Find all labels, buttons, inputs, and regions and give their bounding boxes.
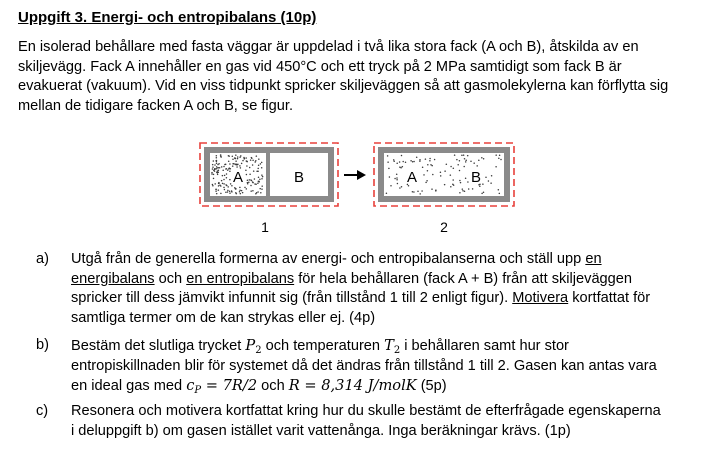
compartment-b-label: B <box>470 169 482 186</box>
text: (5p) <box>416 378 447 395</box>
gas-molecule <box>396 174 398 176</box>
gas-molecule <box>252 164 254 166</box>
gas-molecule <box>242 160 244 162</box>
gas-molecule <box>229 167 231 169</box>
task-line: entropiskillnaden blir för systemet då det ändras från tillstånd 1 till 2. Gasen kan antas vara <box>71 357 657 374</box>
gas-molecule <box>253 170 255 172</box>
gas-molecule <box>452 179 454 181</box>
gas-molecule <box>228 155 230 157</box>
gas-molecule <box>227 190 229 192</box>
text: Bestäm det slutliga trycket <box>71 338 246 354</box>
gas-molecule <box>218 163 220 165</box>
gas-molecule <box>425 158 427 160</box>
gas-molecule <box>239 190 241 192</box>
gas-molecule <box>402 161 404 163</box>
gas-molecule <box>216 168 218 170</box>
text: och <box>154 270 187 287</box>
gas-molecule <box>233 163 235 165</box>
right-arrow-icon <box>344 170 366 180</box>
gas-molecule <box>467 181 469 183</box>
gas-molecule <box>417 191 419 193</box>
gas-molecule <box>500 159 502 161</box>
problem-intro <box>18 38 708 116</box>
gas-molecule <box>464 158 466 160</box>
gas-molecule <box>467 155 469 157</box>
gas-molecule <box>472 188 474 190</box>
gas-molecule <box>235 154 237 156</box>
gas-molecule <box>260 163 262 165</box>
gas-molecule <box>256 155 258 157</box>
gas-molecule <box>246 165 248 167</box>
intro-line: En isolerad behållare med fasta väggar är uppdelad i två lika stora fack (A och B), åtskilda av en <box>18 39 639 55</box>
task-line <box>71 250 721 270</box>
gas-molecule <box>412 161 414 163</box>
gas-molecule <box>235 164 237 166</box>
gas-molecule <box>483 191 485 193</box>
gas-molecule <box>499 193 501 195</box>
gas-molecule <box>223 179 225 181</box>
gas-molecule <box>221 166 223 168</box>
gas-molecule <box>434 159 436 161</box>
gas-molecule <box>481 193 483 195</box>
gas-molecule <box>216 172 218 174</box>
gas-molecule <box>211 172 213 174</box>
gas-molecule <box>478 159 480 161</box>
gas-molecule <box>226 177 228 179</box>
math-symbol: T <box>384 337 394 354</box>
gas-molecule <box>419 159 421 161</box>
gas-molecule <box>456 159 458 161</box>
task-c-label: c) <box>36 403 49 419</box>
gas-molecule <box>394 178 396 180</box>
state-2-caption: 2 <box>440 219 448 235</box>
gas-molecule <box>399 166 401 168</box>
gas-molecule <box>387 161 389 163</box>
gas-molecule <box>468 188 470 190</box>
gas-molecule <box>488 180 490 182</box>
math-subscript: P <box>194 385 202 397</box>
gas-molecule <box>237 158 239 160</box>
gas-molecule <box>397 183 399 185</box>
gas-molecule <box>250 185 252 187</box>
gas-molecule <box>393 161 395 163</box>
task-line <box>71 376 721 397</box>
gas-molecule <box>232 155 234 157</box>
gas-molecule <box>216 155 218 157</box>
task-line: samtliga termer om de kan strykas eller ej. (4p) <box>71 309 376 326</box>
gas-molecule <box>255 193 256 195</box>
gas-molecule <box>260 192 262 194</box>
task-line: Resonera och motivera kortfattat kring hur du skulle bestämt de efterfrågade egenskaperna <box>71 403 661 419</box>
gas-molecule <box>427 170 429 172</box>
gas-molecule <box>429 158 431 160</box>
gas-molecule <box>431 188 433 190</box>
gas-molecule <box>242 192 244 194</box>
gas-molecule <box>215 189 217 191</box>
gas-molecule <box>226 173 228 175</box>
gas-molecule <box>421 190 423 192</box>
gas-molecule <box>470 160 472 162</box>
container-interior <box>384 153 504 196</box>
gas-molecule <box>245 170 247 172</box>
gas-molecule <box>247 182 249 184</box>
gas-molecule <box>461 155 463 157</box>
compartment-a-label: A <box>232 169 244 186</box>
gas-molecule <box>254 161 256 163</box>
gas-molecule <box>257 168 259 170</box>
gas-molecule <box>388 168 390 170</box>
gas-molecule <box>261 174 263 176</box>
underlined-text: en <box>585 251 602 267</box>
task-b-label: b) <box>36 337 49 353</box>
gas-molecule <box>258 165 260 167</box>
gas-molecule <box>252 190 254 192</box>
gas-molecule <box>423 174 425 176</box>
gas-molecule <box>476 165 478 167</box>
gas-molecule <box>236 166 238 168</box>
gas-molecule <box>463 166 465 168</box>
gas-molecule <box>244 187 246 189</box>
gas-molecule <box>410 160 412 162</box>
gas-molecule <box>435 190 437 192</box>
gas-molecule <box>396 177 398 179</box>
gas-molecule <box>243 158 245 160</box>
gas-molecule <box>258 158 260 160</box>
gas-molecule <box>259 178 261 180</box>
gas-molecule <box>243 157 245 159</box>
gas-molecule <box>222 170 224 172</box>
gas-molecule <box>499 154 501 156</box>
gas-molecule <box>389 176 391 178</box>
gas-molecule <box>229 179 231 181</box>
gas-molecule <box>239 191 241 193</box>
gas-molecule <box>220 156 222 158</box>
gas-molecule <box>216 166 218 168</box>
gas-molecule <box>483 158 485 160</box>
gas-molecule <box>216 157 218 159</box>
gas-molecule <box>248 181 250 183</box>
gas-molecule <box>419 160 421 162</box>
gas-molecule <box>231 190 233 192</box>
gas-molecule <box>460 182 462 184</box>
task-line <box>71 336 721 357</box>
gas-molecule <box>446 164 448 166</box>
gas-molecule <box>419 193 421 195</box>
gas-molecule <box>255 160 256 162</box>
gas-molecule <box>229 163 231 165</box>
gas-molecule <box>239 165 241 167</box>
gas-molecule <box>251 158 253 160</box>
gas-molecule <box>235 160 237 162</box>
gas-molecule <box>213 178 215 180</box>
gas-molecule <box>218 189 220 191</box>
gas-molecule <box>235 188 237 190</box>
gas-molecule <box>212 166 214 168</box>
underlined-text: Motivera <box>512 290 569 307</box>
intro-line: skiljevägg. Fack A innehåller en gas vid 450°C och ett tryck på 2 MPa samtidigt som fack B är <box>18 58 622 75</box>
gas-molecule <box>261 188 263 190</box>
math-expression: = 7R/2 <box>201 377 258 395</box>
gas-molecule <box>232 159 234 161</box>
gas-molecule <box>459 170 461 172</box>
gas-molecule <box>239 156 241 158</box>
gas-molecule <box>252 181 254 183</box>
gas-molecule <box>227 191 229 193</box>
gas-molecule <box>240 193 242 195</box>
gas-molecule <box>220 193 222 195</box>
gas-molecule <box>220 185 222 187</box>
gas-molecule <box>495 166 497 168</box>
gas-molecule <box>246 174 248 176</box>
gas-molecule <box>473 162 475 164</box>
task-a-label: a) <box>36 251 49 267</box>
intro-line: mellan de tidigare facken A och B, se figur. <box>18 97 294 114</box>
gas-molecule <box>224 189 226 191</box>
gas-molecule <box>459 160 461 162</box>
gas-molecule <box>224 175 226 177</box>
gas-molecule <box>261 162 263 164</box>
gas-molecule <box>450 186 452 188</box>
math-symbol: c <box>186 377 195 395</box>
gas-molecule <box>223 166 225 168</box>
gas-molecule <box>224 164 226 166</box>
gas-molecule <box>217 174 219 176</box>
text: i behållaren samt hur stor <box>400 338 569 354</box>
gas-molecule <box>249 179 251 181</box>
intro-line: evakuerat (vakuum). Vid en viss tidpunkt spricker skiljeväggen så att gasmolekylerna kan förflytta sig <box>18 78 669 95</box>
gas-molecule <box>223 187 225 189</box>
gas-molecule <box>226 168 228 170</box>
gas-molecule <box>221 180 223 182</box>
gas-molecule <box>427 164 429 166</box>
gas-molecule <box>465 161 467 163</box>
task-line: i deluppgift b) om gasen istället varit vattenånga. Inga beräkningar krävs. (1p) <box>71 422 571 439</box>
gas-molecule <box>393 159 395 161</box>
gas-molecule <box>453 168 455 170</box>
task-line <box>71 289 721 309</box>
gas-molecule <box>454 154 456 156</box>
gas-molecule <box>214 168 216 170</box>
gas-molecule <box>462 188 464 190</box>
state-2-diagram <box>374 143 514 235</box>
text: och temperaturen <box>261 338 385 354</box>
gas-molecule <box>212 164 214 166</box>
gas-molecule <box>444 184 446 186</box>
gas-molecule <box>416 157 418 159</box>
gas-molecule <box>222 183 224 185</box>
gas-molecule <box>401 186 403 188</box>
gas-molecule <box>463 154 465 156</box>
math-subscript: 2 <box>393 345 401 356</box>
gas-molecule <box>495 154 497 156</box>
text: en ideal gas med <box>71 378 187 395</box>
gas-molecule <box>247 179 249 181</box>
gas-molecule <box>227 169 229 171</box>
gas-molecule <box>216 193 218 195</box>
task-b-text <box>71 336 721 397</box>
gas-molecule <box>481 157 483 159</box>
gas-molecule <box>241 190 243 192</box>
gas-molecule <box>413 191 415 193</box>
gas-molecule <box>255 184 257 186</box>
compartment-b-label: B <box>293 169 305 186</box>
gas-molecule <box>257 191 259 193</box>
gas-molecule <box>440 175 442 177</box>
gas-molecule <box>425 182 427 184</box>
gas-molecule <box>229 192 231 194</box>
gas-molecule <box>249 173 251 175</box>
gas-molecule <box>258 176 260 178</box>
gas-molecule <box>237 156 239 158</box>
gas-molecule <box>387 155 389 157</box>
gas-molecule <box>402 166 404 168</box>
gas-molecule <box>212 168 214 170</box>
gas-molecule <box>498 157 500 159</box>
gas-molecule <box>401 155 403 157</box>
gas-molecule <box>219 167 221 169</box>
gas-molecule <box>225 184 227 186</box>
gas-molecule <box>229 191 231 193</box>
gas-molecule <box>236 193 238 195</box>
gas-molecule <box>257 182 259 184</box>
math-symbol: P <box>245 337 256 354</box>
state-1-caption: 1 <box>261 219 269 235</box>
gas-molecule <box>386 192 388 194</box>
gas-molecule <box>259 188 261 190</box>
gas-molecule <box>230 183 232 185</box>
gas-molecule <box>459 192 461 194</box>
gas-molecule <box>262 176 264 178</box>
gas-molecule <box>491 175 493 177</box>
gas-molecule <box>444 170 446 172</box>
gas-molecule <box>390 185 392 187</box>
compartment-a-label: A <box>406 169 418 186</box>
gas-molecule <box>490 182 492 184</box>
gas-molecule <box>217 170 219 172</box>
text: kortfattat för <box>568 290 651 307</box>
task-line <box>71 270 721 290</box>
task-a-text <box>71 250 721 328</box>
gas-molecule <box>432 174 434 176</box>
gas-molecule <box>218 185 220 187</box>
gas-molecule <box>498 189 500 191</box>
text: och <box>257 378 289 395</box>
gas-molecule <box>396 179 398 181</box>
gas-molecule <box>213 174 215 176</box>
gas-molecule <box>222 175 224 177</box>
gas-molecule <box>459 180 461 182</box>
gas-molecule <box>228 160 230 162</box>
gas-molecule <box>429 160 431 162</box>
gas-molecule <box>213 160 215 162</box>
gas-molecule <box>450 174 452 176</box>
task-c-text <box>71 402 721 441</box>
gas-molecule <box>422 167 424 169</box>
gas-molecule <box>218 182 220 184</box>
gas-molecule <box>254 178 256 180</box>
gas-molecule <box>440 171 442 173</box>
gas-molecule <box>450 166 452 168</box>
gas-molecule <box>212 185 214 187</box>
gas-molecule <box>229 171 231 173</box>
gas-molecule <box>412 191 414 193</box>
gas-molecule <box>250 179 252 181</box>
text: för hela behållaren (fack A + B) från att skiljeväggen <box>294 270 633 287</box>
gas-molecule <box>216 162 218 164</box>
gas-molecule <box>258 181 260 183</box>
gas-molecule <box>431 165 433 167</box>
gas-molecule <box>465 177 467 179</box>
gas-molecule <box>245 157 247 159</box>
gas-molecule <box>261 185 263 187</box>
gas-molecule <box>215 190 217 192</box>
gas-molecule <box>426 180 428 182</box>
gas-molecule <box>399 187 401 189</box>
gas-molecule <box>457 164 459 166</box>
gas-molecule <box>220 154 222 156</box>
gas-molecule <box>234 158 236 160</box>
math-subscript: 2 <box>255 345 262 356</box>
gas-molecule <box>413 161 415 163</box>
gas-molecule <box>214 164 216 166</box>
gas-molecule <box>246 188 248 190</box>
underlined-text: energibalans <box>71 270 155 287</box>
text: spricker till dess jämvikt infunnit sig (från tillstånd 1 till 2 enligt figur). <box>71 290 513 307</box>
gas-molecule <box>249 167 251 169</box>
underlined-text: en entropibalans <box>186 270 295 287</box>
gas-molecule <box>485 176 487 178</box>
math-expression: R = 8,314 J/molK <box>288 377 417 395</box>
gas-molecule <box>232 165 234 167</box>
gas-molecule <box>261 167 263 169</box>
gas-molecule <box>250 190 252 192</box>
gas-molecule <box>214 183 216 185</box>
gas-molecule <box>246 161 248 163</box>
gas-molecule <box>482 183 484 185</box>
gas-molecule <box>256 170 258 172</box>
gas-molecule <box>217 167 219 169</box>
page-title: Uppgift 3. Energi- och entropibalans (10p) <box>18 9 317 26</box>
gas-molecule <box>399 161 401 163</box>
gas-molecule <box>227 186 229 188</box>
gas-molecule <box>405 162 407 164</box>
gas-molecule <box>239 187 241 189</box>
gas-molecule <box>241 163 243 165</box>
gas-molecule <box>430 164 432 166</box>
gas-molecule <box>452 184 454 186</box>
gas-molecule <box>225 192 227 194</box>
gas-molecule <box>396 163 398 165</box>
gas-molecule <box>250 159 252 161</box>
gas-molecule <box>211 173 213 175</box>
gas-molecule <box>213 169 215 171</box>
state-1-diagram <box>200 143 338 235</box>
gas-molecule <box>215 160 217 162</box>
gas-molecule <box>464 190 466 192</box>
gas-molecule <box>462 190 464 192</box>
gas-molecule <box>465 159 467 161</box>
gas-molecule <box>252 160 254 162</box>
text: Utgå från de generella formerna av energi- och entropibalanserna och ställ upp <box>71 251 586 267</box>
gas-molecule <box>261 178 263 180</box>
gas-molecule <box>223 183 225 185</box>
